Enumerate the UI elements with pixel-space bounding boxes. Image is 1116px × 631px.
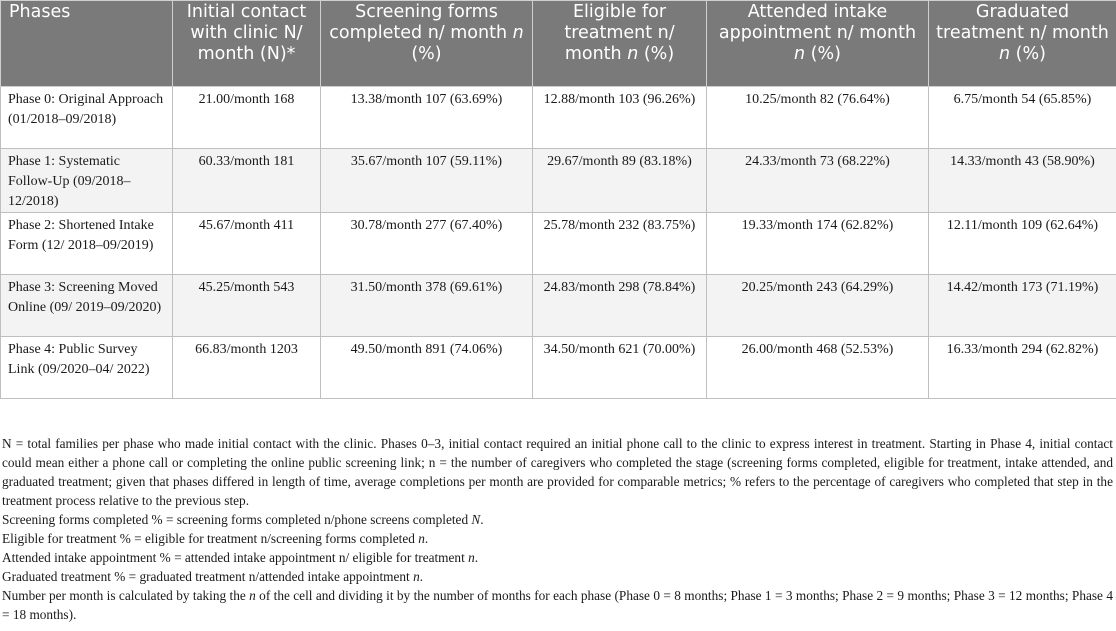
cell-attended: 20.25/month 243 (64.29%): [707, 275, 929, 337]
cell-attended: 10.25/month 82 (76.64%): [707, 87, 929, 149]
cell-eligible: 24.83/month 298 (78.84%): [533, 275, 707, 337]
cell-screening: 31.50/month 378 (69.61%): [321, 275, 533, 337]
header-row: [1, 1, 1116, 87]
cell-phase: Phase 0: Original Approach (01/2018–09/2018): [1, 87, 173, 149]
header-eligible: Eligible for treatment n/ month n (%): [533, 1, 707, 87]
footnote-per-month: Number per month is calculated by taking the n of the cell and dividing it by the number of months for each phase (Phase 0 = 8 months; Phase 1 = 3 months; Phase 2 = 9 months; Phase 3 = 12 months; Phase 4 = 18 months).: [2, 588, 1113, 622]
cell-initial-contact: 21.00/month 168: [173, 87, 321, 149]
cell-screening: 35.67/month 107 (59.11%): [321, 149, 533, 213]
cell-graduated: 16.33/month 294 (62.82%): [929, 337, 1116, 399]
footnote-eligible-formula: Eligible for treatment % = eligible for treatment n/screening forms completed n.: [2, 531, 429, 546]
header-screening-forms: Screening forms completed n/ month n (%): [321, 1, 533, 87]
cell-attended: 26.00/month 468 (52.53%): [707, 337, 929, 399]
table-row: [1, 149, 1116, 213]
footnote-graduated-formula: Graduated treatment % = graduated treatment n/attended intake appointment n.: [2, 569, 424, 584]
header-attended-intake: Attended intake appointment n/ month n (%): [707, 1, 929, 87]
header-initial-contact: Initial contact with clinic N/ month (N)*: [173, 1, 321, 87]
table-row: [1, 337, 1116, 399]
footnote-screening-formula: Screening forms completed % = screening forms completed n/phone screens completed N.: [2, 512, 484, 527]
cell-eligible: 29.67/month 89 (83.18%): [533, 149, 707, 213]
cell-attended: 24.33/month 73 (68.22%): [707, 149, 929, 213]
table-row: [1, 87, 1116, 149]
cell-screening: 49.50/month 891 (74.06%): [321, 337, 533, 399]
cell-initial-contact: 45.67/month 411: [173, 213, 321, 275]
cell-phase: Phase 4: Public Survey Link (09/2020–04/ 2022): [1, 337, 173, 399]
cell-attended: 19.33/month 174 (62.82%): [707, 213, 929, 275]
cell-eligible: 12.88/month 103 (96.26%): [533, 87, 707, 149]
table-row: [1, 275, 1116, 337]
cell-phase: Phase 2: Shortened Intake Form (12/ 2018–09/2019): [1, 213, 173, 275]
table-footnotes: [2, 434, 1113, 624]
cell-initial-contact: 60.33/month 181: [173, 149, 321, 213]
cell-initial-contact: 45.25/month 543: [173, 275, 321, 337]
cell-eligible: 34.50/month 621 (70.00%): [533, 337, 707, 399]
cell-eligible: 25.78/month 232 (83.75%): [533, 213, 707, 275]
table-row: [1, 213, 1116, 275]
header-graduated: Graduated treatment n/ month n (%): [929, 1, 1116, 87]
cell-graduated: 14.33/month 43 (58.90%): [929, 149, 1116, 213]
cell-graduated: 14.42/month 173 (71.19%): [929, 275, 1116, 337]
cell-phase: Phase 3: Screening Moved Online (09/ 2019–09/2020): [1, 275, 173, 337]
cell-initial-contact: 66.83/month 1203: [173, 337, 321, 399]
cell-graduated: 6.75/month 54 (65.85%): [929, 87, 1116, 149]
footnote-attended-formula: Attended intake appointment % = attended intake appointment n/ eligible for treatment n.: [2, 550, 479, 565]
footnote-definitions: N = total families per phase who made initial contact with the clinic. Phases 0–3, initial contact required an initial phone call to the clinic to express interest in treatment. Starting in Phase 4, initial contact could mean either a phone call or completing the online public screening link; n = the number of caregivers who completed the stage (screening forms completed, eligible for treatment, intake attended, and graduated treatment; given that phases differed in length of time, average completions per month are provided for comparable metrics; % refers to the percentage of caregivers who completed that step in the treatment process relative to the previous step.: [2, 436, 1113, 508]
cell-graduated: 12.11/month 109 (62.64%): [929, 213, 1116, 275]
cell-phase: Phase 1: Systematic Follow-Up (09/2018–12/2018): [1, 149, 173, 213]
cell-screening: 13.38/month 107 (63.69%): [321, 87, 533, 149]
header-phases: Phases: [1, 1, 173, 87]
cell-screening: 30.78/month 277 (67.40%): [321, 213, 533, 275]
